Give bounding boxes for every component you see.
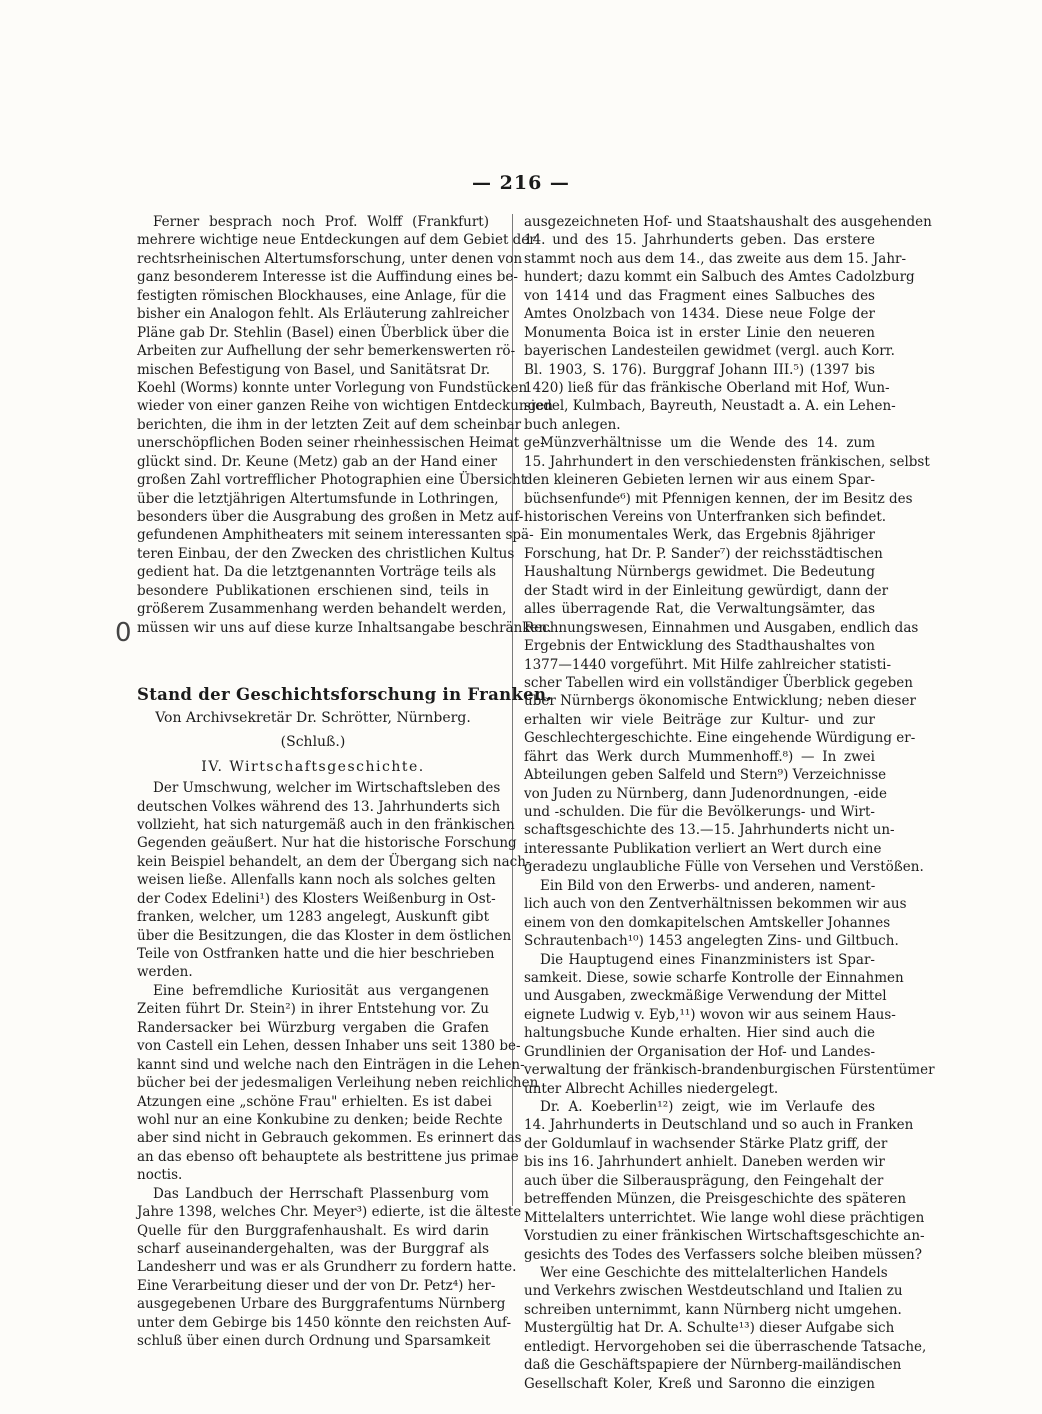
paragraph xyxy=(524,526,924,876)
text-line: ausgezeichneten Hof- und Staatshaushalt des ausgehenden xyxy=(524,214,932,230)
paragraph xyxy=(137,213,553,637)
text-line: samkeit. Diese, sowie scharfe Kontrolle der Einnahmen xyxy=(524,969,904,986)
text-line: lich auch von den Zentverhältnissen bekommen wir aus xyxy=(524,896,907,913)
text-line: Zeiten führt Dr. Stein²) in ihrer Entstehung vor. Zu xyxy=(137,1001,489,1018)
text-line: Das Landbuch der Herrschaft Plassenburg vom xyxy=(153,1185,489,1202)
text-line: Pläne gab Dr. Stehlin (Basel) einen Überblick über die xyxy=(137,324,510,341)
text-line: weisen ließe. Allenfalls kann noch als solches gelten xyxy=(137,872,496,889)
paragraph xyxy=(524,1098,925,1264)
spacer xyxy=(137,637,489,683)
text-line: auch über die Silberausprägung, den Feingehalt der xyxy=(524,1172,884,1189)
margin-pencil-mark: 0 xyxy=(115,618,132,648)
text-line: haltungsbuche Kunde erhalten. Hier sind auch die xyxy=(524,1025,875,1042)
text-line: größerem Zusammenhang werden behandelt werden, xyxy=(137,601,507,618)
text-line: Gegenden geäußert. Nur hat die historische Forschung xyxy=(137,835,517,852)
text-line: alles überragende Rat, die Verwaltungsämter, das xyxy=(524,601,875,618)
text-line: deutschen Volkes während des 13. Jahrhunderts sich xyxy=(137,798,501,815)
text-line: festigten römischen Blockhauses, eine Anlage, für die xyxy=(137,287,507,304)
text-line: Schrautenbach¹⁰) 1453 angelegten Zins- und Giltbuch. xyxy=(524,933,899,950)
text-line: Gesellschaft Koler, Kreß und Saronno die einzigen xyxy=(524,1375,875,1392)
text-line: und Verkehrs zwischen Westdeutschland und Italien zu xyxy=(524,1283,903,1300)
text-line: schluß über einen durch Ordnung und Sparsamkeit xyxy=(137,1333,491,1350)
text-line: verwaltung der fränkisch-brandenburgischen Fürstentümer xyxy=(524,1062,935,1079)
text-line: gesichts des Todes des Verfassers solche bleiben müssen? xyxy=(524,1246,922,1263)
text-line: Ergebnis der Entwicklung des Stadthaushaltes von xyxy=(524,638,875,655)
text-line: der Stadt wird in der Einleitung gewürdigt, dann der xyxy=(524,582,889,599)
text-line: über die Besitzungen, die das Kloster in dem östlichen xyxy=(137,927,512,944)
text-line: mehrere wichtige neue Entdeckungen auf dem Gebiet der xyxy=(137,232,536,249)
paragraph xyxy=(137,982,539,1185)
right-column xyxy=(524,213,935,1393)
text-line: Quelle für den Burggrafenhaushalt. Es wird darin xyxy=(137,1222,489,1239)
text-line: gefundenen Amphitheaters mit seinem interessanten spä- xyxy=(137,527,534,544)
text-line: unter Albrecht Achilles niedergelegt. xyxy=(524,1080,779,1097)
text-line: von Castell ein Lehen, dessen Inhaber uns seit 1380 be- xyxy=(137,1038,521,1055)
text-line: Eine Verarbeitung dieser und der von Dr. Petz⁴) her- xyxy=(137,1277,496,1294)
text-line: Die Hauptugend eines Finanzministers ist Spar- xyxy=(540,951,875,968)
paragraph xyxy=(524,1264,927,1393)
text-line: scher Tabellen wird ein vollständiger Überblick gegeben xyxy=(524,674,913,691)
text-line: einem von den domkapitelschen Amtskeller Johannes xyxy=(524,914,891,931)
paragraph xyxy=(524,213,932,434)
text-line: geradezu unglaubliche Fülle von Versehen und Verstößen. xyxy=(524,859,924,876)
text-line: Monumenta Boica ist in erster Linie den neueren xyxy=(524,324,875,341)
text-line: siedel, Kulmbach, Bayreuth, Neustadt a. A. ein Lehen- xyxy=(524,398,896,415)
paragraph xyxy=(137,1185,522,1351)
text-line: den kleineren Gebieten lernen wir aus einem Spar- xyxy=(524,472,875,489)
text-line: fährt das Werk durch Mummenhoff.⁸) — In zwei xyxy=(524,748,875,765)
text-line: glückt sind. Dr. Keune (Metz) gab an der Hand einer xyxy=(137,453,498,470)
text-line: besonders über die Ausgrabung des großen in Metz auf- xyxy=(137,509,524,525)
text-line: Teile von Ostfranken hatte und die hier beschrieben xyxy=(137,946,495,962)
text-line: und Ausgaben, zweckmäßige Verwendung der Mittel xyxy=(524,988,887,1005)
section-title: IV. Wirtschaftsgeschichte. xyxy=(201,759,425,776)
text-line: entledigt. Hervorgehoben sei die überraschende Tatsache, xyxy=(524,1338,927,1355)
text-line: Arbeiten zur Aufhellung der sehr bemerkenswerten rö- xyxy=(137,343,516,360)
text-line: buch anlegen. xyxy=(524,416,621,433)
text-line: müssen wir uns auf diese kurze Inhaltsangabe beschränken. xyxy=(137,619,552,636)
paragraph xyxy=(524,877,907,951)
text-line: erhalten wir viele Beiträge zur Kultur- und zur xyxy=(524,711,875,728)
text-line: berichten, die ihm in der letzten Zeit auf dem scheinbar xyxy=(137,416,522,433)
text-line: bis ins 16. Jahrhundert anhielt. Daneben werden wir xyxy=(524,1154,885,1171)
text-line: Haushaltung Nürnbergs gewidmet. Die Bedeutung xyxy=(524,564,875,581)
text-line: bayerischen Landesteilen gewidmet (vergl. auch Korr. xyxy=(524,343,895,360)
text-line: Grundlinien der Organisation der Hof- und Landes- xyxy=(524,1043,876,1060)
text-line: historischen Vereins von Unterfranken sich befindet. xyxy=(524,509,887,525)
continuation-note: (Schluß.) xyxy=(280,734,346,751)
text-line: Münzverhältnisse um die Wende des 14. zum xyxy=(540,435,875,452)
paragraph xyxy=(524,951,935,1099)
page-number: — 216 — xyxy=(472,172,570,194)
text-line: besondere Publikationen erschienen sind, teils in xyxy=(137,582,489,599)
text-line: 1377—1440 vorgeführt. Mit Hilfe zahlreicher statisti- xyxy=(524,656,892,673)
text-line: 15. Jahrhundert in den verschiedensten fränkischen, selbst xyxy=(524,453,930,470)
text-line: Mittelalters unterrichtet. Wie lange wohl diese prächtigen xyxy=(524,1209,925,1226)
text-line: Mustergültig hat Dr. A. Schulte¹³) dieser Aufgabe sich xyxy=(524,1320,895,1337)
text-line: Eine befremdliche Kuriosität aus vergangenen xyxy=(153,982,489,999)
text-line: bücher bei der jedesmaligen Verleihung neben reichlichen xyxy=(137,1075,539,1092)
text-line: mischen Befestigung von Basel, und Sanitätsrat Dr. xyxy=(137,361,491,378)
left-column xyxy=(137,213,553,1351)
paragraph xyxy=(137,779,531,982)
text-line: wieder von einer ganzen Reihe von wichtigen Entdeckungen xyxy=(137,398,553,415)
text-line: Der Umschwung, welcher im Wirtschaftsleben des xyxy=(153,780,501,797)
text-line: 14. Jahrhunderts in Deutschland und so auch in Franken xyxy=(524,1117,914,1134)
text-line: unerschöpflichen Boden seiner rheinhessischen Heimat ge- xyxy=(137,435,545,452)
article-byline: Von Archivsekretär Dr. Schrötter, Nürnberg. xyxy=(155,710,471,727)
text-line: Ein Bild von den Erwerbs- und anderen, nament- xyxy=(540,877,876,894)
text-line: teren Einbau, der den Zwecken des christlichen Kultus xyxy=(137,545,515,562)
text-line: an das ebenso oft behauptete als bestrittene jus primae xyxy=(137,1148,519,1165)
text-line: vollzieht, hat sich naturgemäß auch in den fränkischen xyxy=(137,816,515,833)
text-line: kannt sind und welche nach den Einträgen in die Lehen- xyxy=(137,1056,525,1073)
text-line: stammt noch aus dem 14., das zweite aus dem 15. Jahr- xyxy=(524,250,907,267)
text-line: Geschlechtergeschichte. Eine eingehende Würdigung er- xyxy=(524,730,916,747)
text-line: ganz besonderem Interesse ist die Auffindung eines be- xyxy=(137,269,518,286)
text-line: Abteilungen geben Salfeld und Stern⁹) Verzeichnisse xyxy=(524,767,887,784)
text-line: 1420) ließ für das fränkische Oberland mit Hof, Wun- xyxy=(524,379,890,396)
text-line: daß die Geschäftspapiere der Nürnberg-mailändischen xyxy=(524,1357,902,1374)
text-line: Ein monumentales Werk, das Ergebnis 8jähriger xyxy=(540,527,875,544)
text-line: Wer eine Geschichte des mittelalterlichen Handels xyxy=(540,1264,888,1281)
text-line: aber sind nicht in Gebrauch gekommen. Es erinnert das xyxy=(137,1130,522,1147)
text-line: Randersacker bei Würzburg vergaben die Grafen xyxy=(137,1019,489,1036)
text-line: Dr. A. Koeberlin¹²) zeigt, wie im Verlaufe des xyxy=(540,1099,875,1115)
text-line: Bl. 1903, S. 176). Burggraf Johann III.⁵) (1397 bis xyxy=(524,361,875,378)
text-line: der Goldumlauf in wachsender Stärke Platz griff, der xyxy=(524,1135,888,1152)
text-line: Ferner besprach noch Prof. Wolff (Frankfurt) xyxy=(153,214,489,230)
text-line: der Codex Edelini¹) des Klosters Weißenburg in Ost- xyxy=(137,890,496,907)
text-line: Amtes Onolzbach von 1434. Diese neue Folge der xyxy=(524,306,875,323)
text-line: 14. und des 15. Jahrhunderts geben. Das erstere xyxy=(524,232,875,249)
text-line: Jahre 1398, welches Chr. Meyer³) edierte, ist die älteste xyxy=(137,1204,522,1221)
text-line: Landesherr und was er als Grundherr zu fordern hatte. xyxy=(137,1259,517,1276)
text-line: über die letztjährigen Altertumsfunde in Lothringen, xyxy=(137,490,499,507)
text-line: schaftsgeschichte des 13.—15. Jahrhunderts nicht un- xyxy=(524,822,895,839)
text-line: schreiben unternimmt, kann Nürnberg nicht umgehen. xyxy=(524,1301,902,1318)
text-line: rechtsrheinischen Altertumsforschung, unter denen von xyxy=(137,250,523,267)
text-line: Atzungen eine „schöne Frau" erhielten. Es ist dabei xyxy=(137,1093,492,1110)
text-line: wohl nur an eine Konkubine zu denken; beide Rechte xyxy=(137,1111,503,1128)
text-line: büchsenfunde⁶) mit Pfennigen kennen, der im Besitz des xyxy=(524,490,913,507)
article-heading: Stand der Geschichtsforschung in Franken. xyxy=(137,685,553,705)
text-line: Vorstudien zu einer fränkischen Wirtschaftsgeschichte an- xyxy=(524,1228,925,1245)
text-line: ausgegebenen Urbare des Burggrafentums Nürnberg xyxy=(137,1296,506,1313)
text-line: interessante Publikation verliert an Wert durch eine xyxy=(524,840,882,857)
text-line: Rechnungswesen, Einnahmen und Ausgaben, endlich das xyxy=(524,619,919,636)
text-line: hundert; dazu kommt ein Salbuch des Amtes Cadolzburg xyxy=(524,269,915,286)
text-line: und -schulden. Die für die Bevölkerungs- und Wirt- xyxy=(524,804,875,820)
text-line: gedient hat. Da die letztgenannten Vorträge teils als xyxy=(137,564,497,581)
text-line: großen Zahl vortrefflicher Photographien eine Übersicht xyxy=(137,472,527,489)
text-line: Forschung, hat Dr. P. Sander⁷) der reichsstädtischen xyxy=(524,545,883,562)
text-line: betreffenden Münzen, die Preisgeschichte des späteren xyxy=(524,1191,907,1208)
text-line: noctis. xyxy=(137,1167,183,1184)
text-line: Koehl (Worms) konnte unter Vorlegung von Fundstücken xyxy=(137,379,528,396)
text-line: franken, welcher, um 1283 angelegt, Auskunft gibt xyxy=(137,909,489,926)
text-line: bisher ein Analogon fehlt. Als Erläuterung zahlreicher xyxy=(137,306,509,323)
text-line: von 1414 und das Fragment eines Salbuches des xyxy=(524,287,875,304)
text-line: werden. xyxy=(137,964,193,981)
text-line: scharf auseinandergehalten, was der Burggraf als xyxy=(137,1241,489,1257)
paragraph xyxy=(524,434,930,526)
text-line: von Juden zu Nürnberg, dann Judenordnungen, -eide xyxy=(524,785,888,802)
text-line: eignete Ludwig v. Eyb,¹¹) wovon wir aus seinem Haus- xyxy=(524,1006,896,1023)
text-line: kein Beispiel behandelt, an dem der Übergang sich nach- xyxy=(137,853,531,870)
text-line: unter dem Gebirge bis 1450 könnte den reichsten Auf- xyxy=(137,1314,512,1331)
text-line: über Nürnbergs ökonomische Entwicklung; neben dieser xyxy=(524,693,916,710)
